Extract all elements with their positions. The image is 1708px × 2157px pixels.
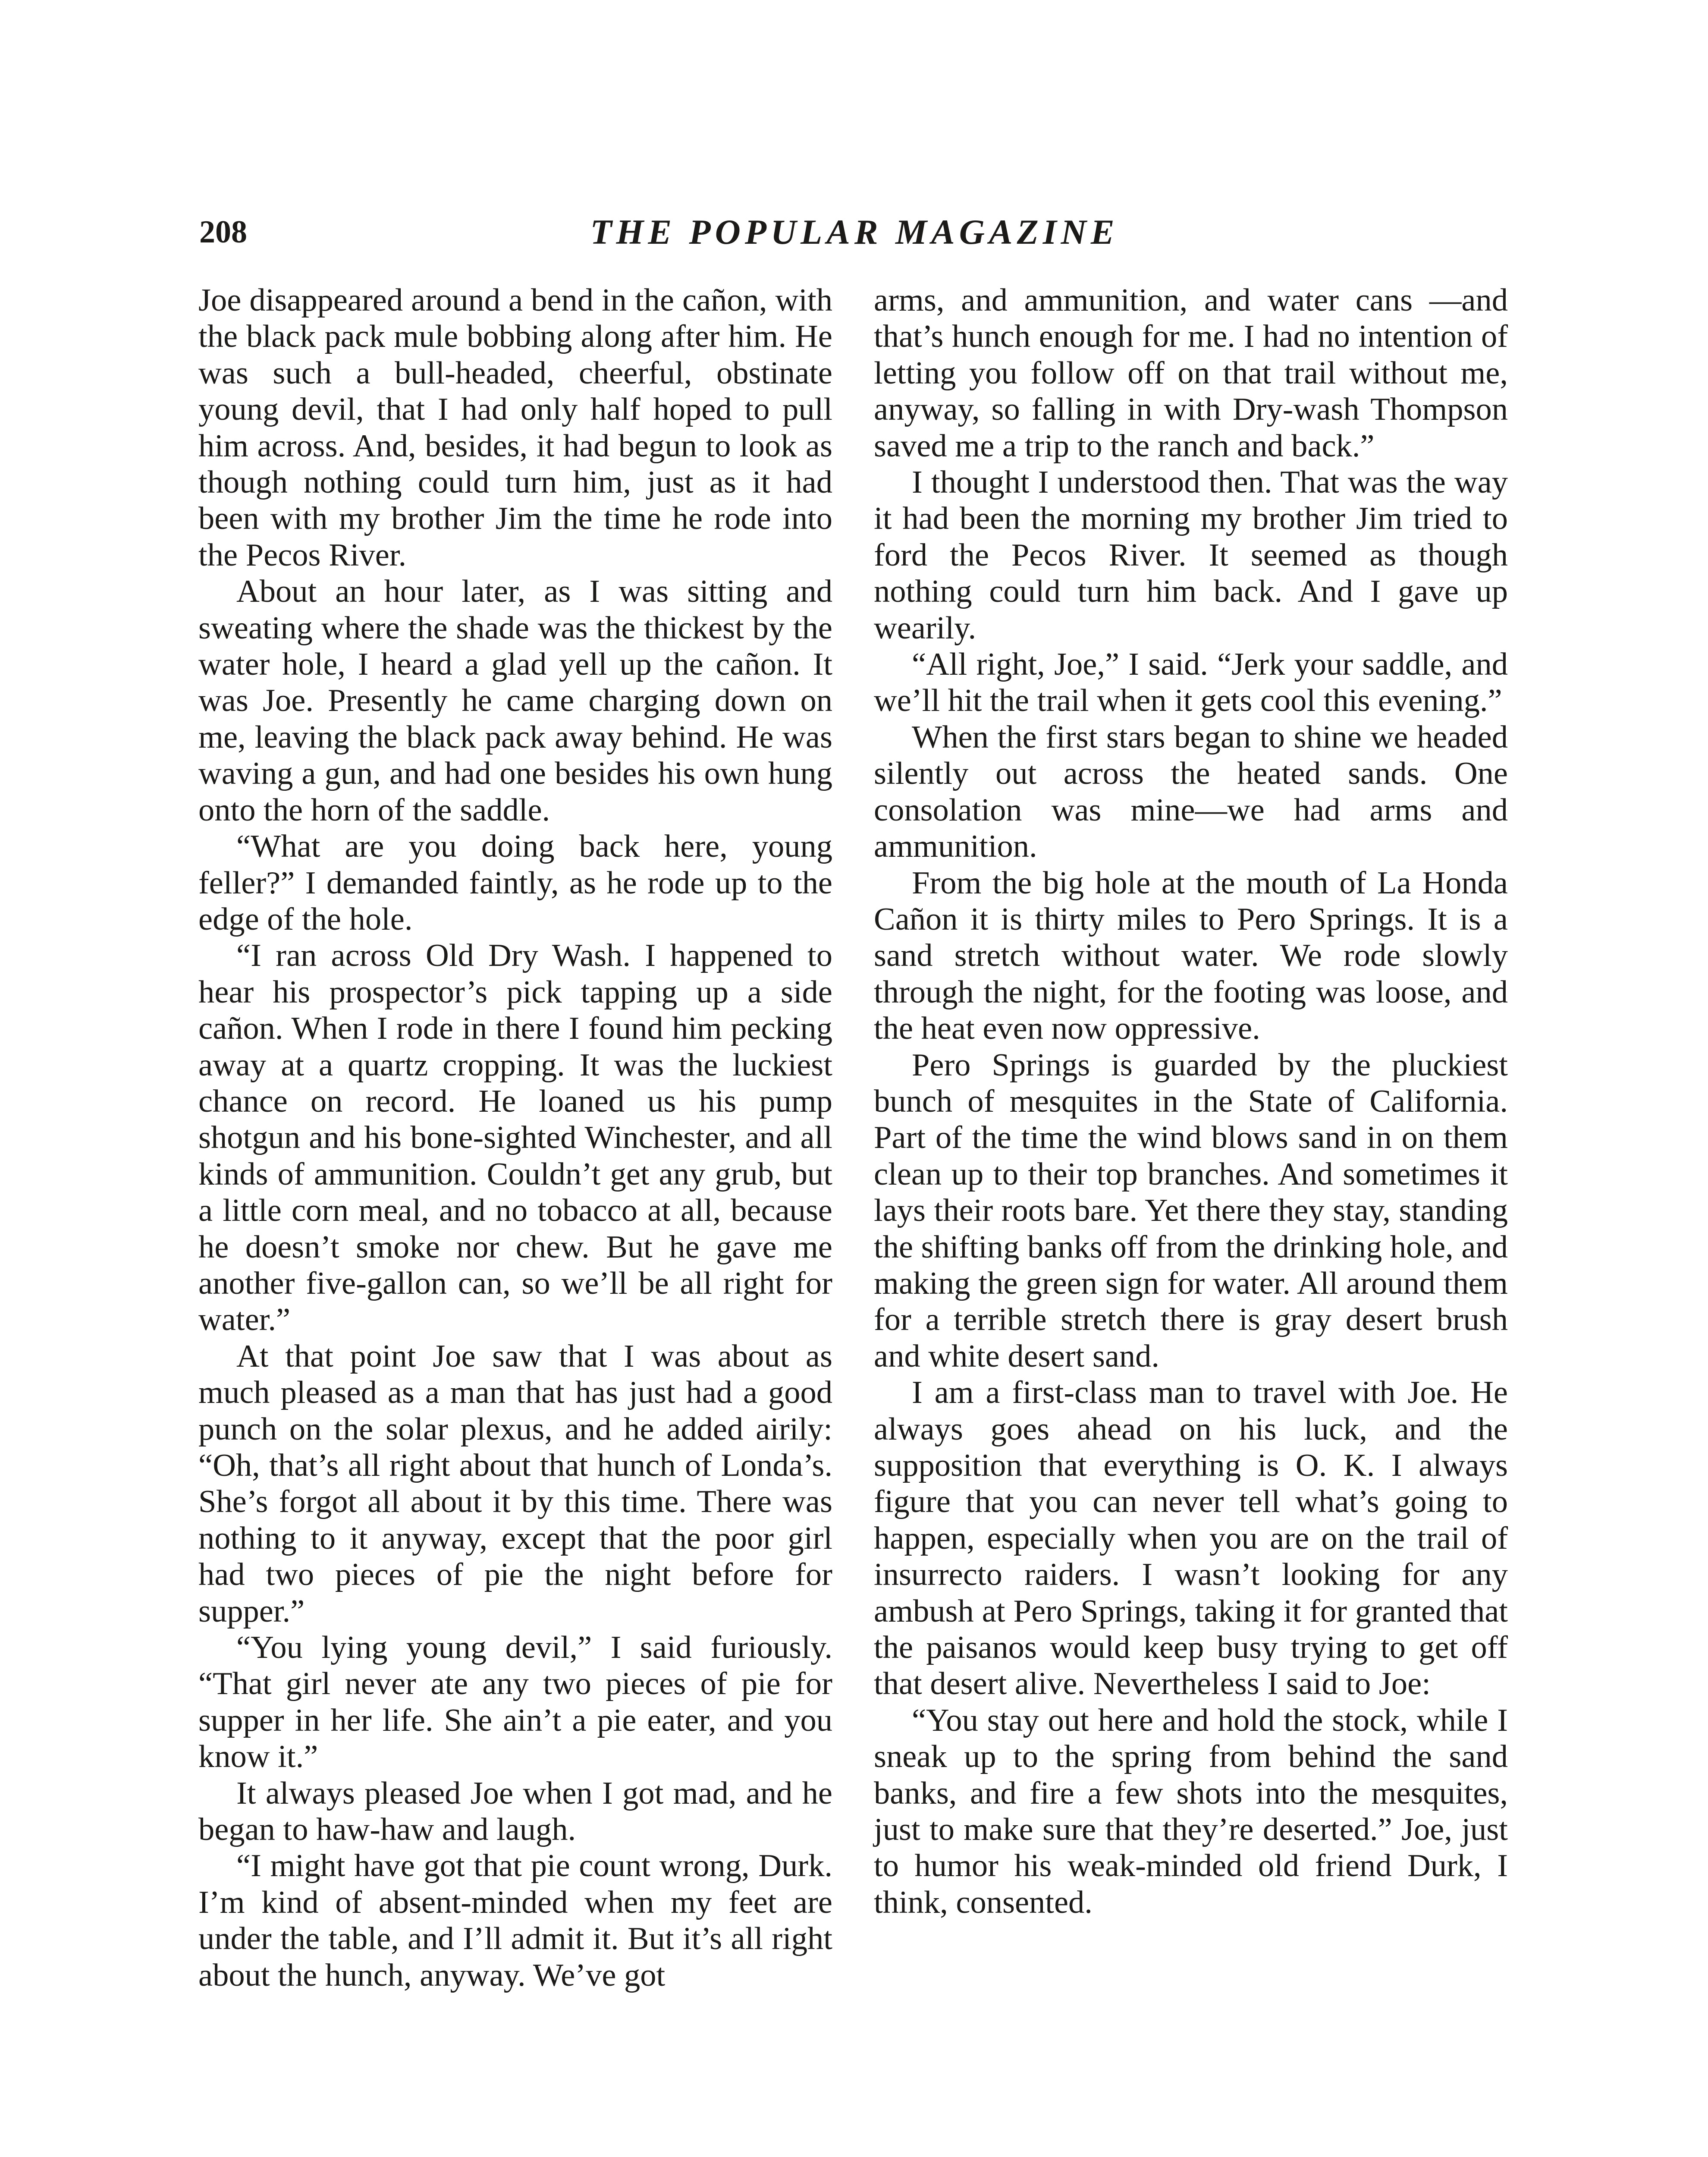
paragraph: “You stay out here and hold the stock, while I sneak up to the spring from behind the sand banks, and fire a few shots into the mesquites, just to make sure that they’re deserted.” Joe, just to humor his weak-minded old friend Durk, I think, consented. (874, 1702, 1508, 1920)
paragraph: I thought I understood then. That was the way it had been the morning my brother Jim tried to ford the Pecos River. It seemed as though nothing could turn him back. And I gave up wearily. (874, 465, 1508, 646)
paragraph: About an hour later, as I was sitting and sweating where the shade was the thickest by the water hole, I heard a glad yell up the cañon. It was Joe. Presently he came charging down on me, leaving the black pack away behind. He was waving a gun, and had one besides his own hung onto the horn of the saddle. (198, 574, 832, 828)
page-number: 208 (199, 214, 247, 250)
paragraph: arms, and ammunition, and water cans —and that’s hunch enough for me. I had no intention of letting you follow off on that trail without me, anyway, so falling in with Dry-wash Thompson saved me a trip to the ranch and back.” (874, 283, 1508, 464)
paragraph: “I ran across Old Dry Wash. I happened to hear his prospector’s pick tapping up a side cañon. When I rode in there I found him pecking away at a quartz cropping. It was the luckiest chance on record. He loaned us his pump shotgun and his bone-sighted Winchester, and all kinds of ammunition. Couldn’t get any grub, but a little corn meal, and no tobacco at all, because he doesn’t smoke nor chew. But he gave me another five-gallon can, so we’ll be all right for water.” (198, 938, 832, 1338)
paragraph: At that point Joe saw that I was about as much pleased as a man that has just had a good punch on the solar plexus, and he added airily: “Oh, that’s all right about that hunch of Londa’s. She’s forgot all about it by this time. There was nothing to it anyway, except that the poor girl had two pieces of pie the night before for supper.” (198, 1338, 832, 1629)
left-column (198, 282, 832, 1993)
paragraph: Joe disappeared around a bend in the cañon, with the black pack mule bobbing along after him. He was such a bull-headed, cheerful, obstinate young devil, that I had only half hoped to pull him across. And, besides, it had begun to look as though nothing could turn him, just as it had been with my brother Jim the time he rode into the Pecos River. (198, 283, 832, 573)
paragraph: “You lying young devil,” I said furiously. “That girl never ate any two pieces of pie for supper in her life. She ain’t a pie eater, and you know it.” (198, 1630, 832, 1775)
paragraph: “All right, Joe,” I said. “Jerk your saddle, and we’ll hit the trail when it gets cool this evening.” (874, 647, 1508, 719)
paragraph: From the big hole at the mouth of La Honda Cañon it is thirty miles to Pero Springs. It is a sand stretch without water. We rode slowly through the night, for the footing was loose, and the heat even now oppressive. (874, 865, 1508, 1047)
paragraph: I am a first-class man to travel with Joe. He always goes ahead on his luck, and the supposition that everything is O. K. I always figure that you can never tell what’s going to happen, especially when you are on the trail of insurrecto raiders. I wasn’t looking for any ambush at Pero Springs, taking it for granted that the paisanos would keep busy trying to get off that desert alive. Nevertheless I said to Joe: (874, 1375, 1508, 1702)
paragraph: It always pleased Joe when I got mad, and he began to haw-haw and laugh. (198, 1775, 832, 1848)
page-header (199, 206, 1510, 258)
paragraph: When the first stars began to shine we headed silently out across the heated sands. One consolation was mine—we had arms and ammunition. (874, 719, 1508, 865)
right-column (874, 282, 1508, 1921)
paragraph: “What are you doing back here, young feller?” I demanded faintly, as he rode up to the edge of the hole. (198, 829, 832, 937)
paragraph: “I might have got that pie count wrong, Durk. I’m kind of absent-minded when my feet are under the table, and I’ll admit it. But it’s all right about the hunch, anyway. We’ve got (198, 1848, 832, 1993)
running-title: THE POPULAR MAGAZINE (590, 212, 1119, 252)
paragraph: Pero Springs is guarded by the pluckiest bunch of mesquites in the State of California. Part of the time the wind blows sand in on them clean up to their top branches. And sometimes it lays their roots bare. Yet there they stay, standing the shifting banks off from the drinking hole, and making the green sign for water. All around them for a terrible stretch there is gray desert brush and white desert sand. (874, 1047, 1508, 1374)
